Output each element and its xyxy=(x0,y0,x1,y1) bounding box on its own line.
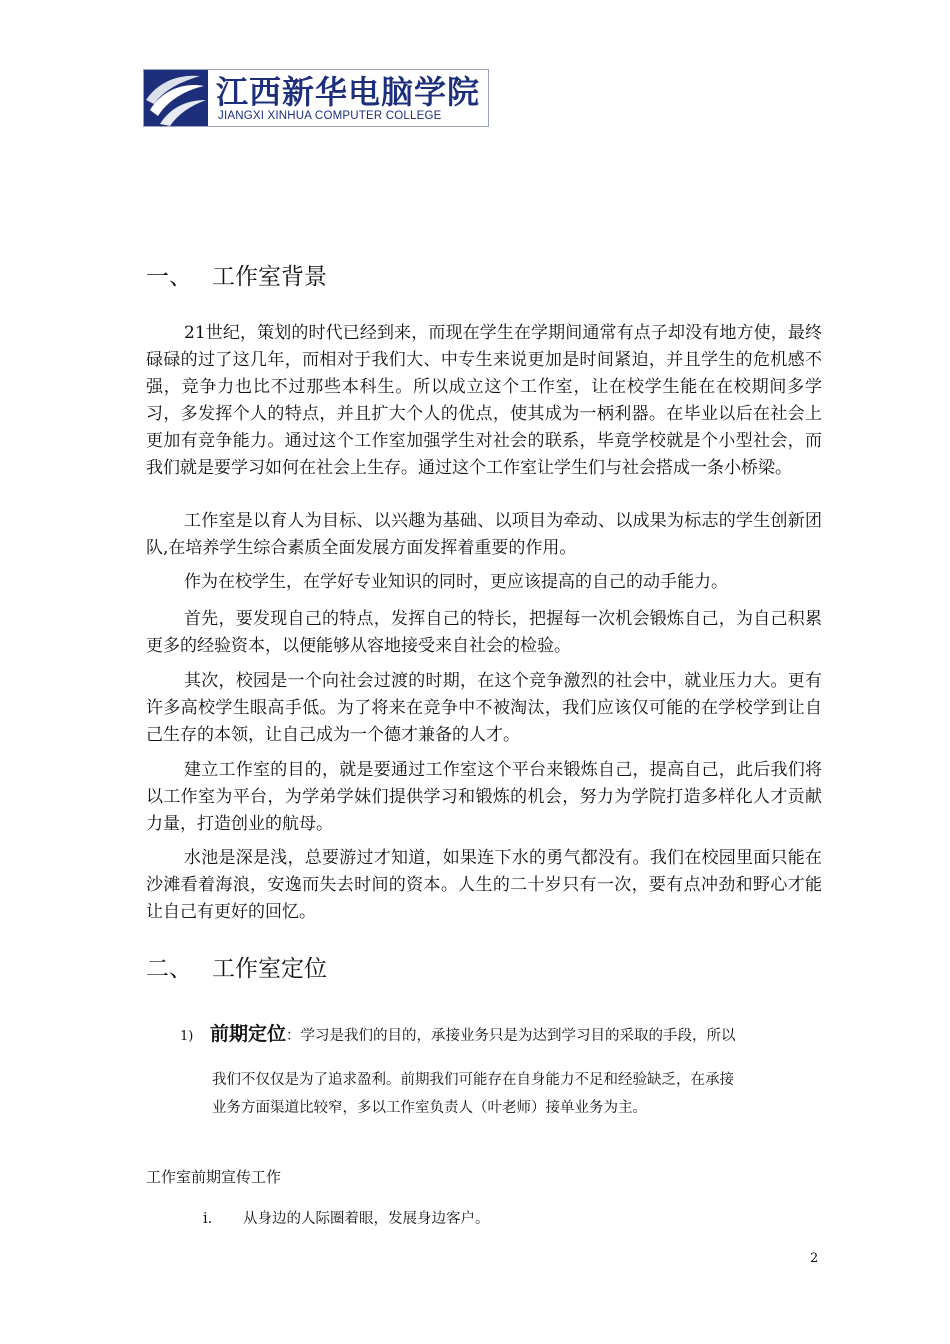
section-2-heading xyxy=(146,950,327,983)
logo-swoosh-icon xyxy=(144,70,208,127)
paragraph-background: 21世纪，策划的时代已经到来，而现在学生在学期间通常有点子却没有地方使，最终碌碌的过了这几年，而相对于我们大、中专生来说更加是时间紧迫，并且学生的危机感不强，竞争力也比不过那些本科生。所以成立这个工作室，让在校学生能在在校期间多学习，多发挥个人的特点，并且扩大个人的优点，使其成为一柄利器。在毕业以后在社会上更加有竞争能力。通过这个工作室加强学生对社会的联系，毕竟学校就是个小型社会，而我们就是要学习如何在社会上生存。通过这个工作室让学生们与社会搭成一条小桥梁。 xyxy=(146,323,822,478)
list-marker: 1) xyxy=(180,1029,194,1044)
list-item-early-positioning xyxy=(180,1024,830,1047)
section-1-heading xyxy=(146,258,327,291)
item-text: ：学习是我们的目的，承接业务只是为达到学习目的采取的手段，所以 xyxy=(286,1028,736,1044)
page-number: 2 xyxy=(810,1251,819,1266)
section-2-number: 二、 xyxy=(146,956,192,982)
sub-list-item xyxy=(203,1207,490,1228)
item-continuation-line-1: 我们不仅仅是为了追求盈利。前期我们可能存在自身能力不足和经验缺乏，在承接 xyxy=(212,1072,734,1088)
paragraph-purpose: 建立工作室的目的，就是要通过工作室这个平台来锻炼自己，提高自己，此后我们将以工作室为平台，为学弟学妹们提供学习和锻炼的机会，努力为学院打造多样化人才贡献力量，打造创业的航母。 xyxy=(146,760,822,834)
paragraph-secondly: 其次，校园是一个向社会过渡的时期，在这个竞争激烈的社会中，就业压力大。更有许多高校学生眼高手低。为了将来在竞争中不被淘汰，我们应该仅可能的在学校学到让自己生存的本领，让自己成为一个德才兼备的人才。 xyxy=(146,671,822,745)
sub-list-marker: i. xyxy=(203,1211,213,1227)
logo-chinese-name: 江西新华电脑学院 xyxy=(216,73,481,111)
section-1-number: 一、 xyxy=(146,264,192,290)
logo-english-name: JIANGXI XINHUA COMPUTER COLLEGE xyxy=(218,110,442,122)
paragraph-studio-goal: 工作室是以育人为目标、以兴趣为基础、以项目为牵动、以成果为标志的学生创新团队,在培养学生综合素质全面发展方面发挥着重要的作用。 xyxy=(146,511,822,558)
item-continuation-line-2: 业务方面渠道比较窄，多以工作室负责人（叶老师）接单业务为主。 xyxy=(212,1100,647,1116)
publicity-title: 工作室前期宣传工作 xyxy=(146,1168,282,1186)
paragraph-student-ability: 作为在校学生，在学好专业知识的同时，更应该提高的自己的动手能力。 xyxy=(184,572,728,592)
paragraph-pool-metaphor: 水池是深是浅，总要游过才知道，如果连下水的勇气都没有。我们在校园里面只能在沙滩看着海浪，安逸而失去时间的资本。人生的二十岁只有一次，要有点冲劲和野心才能让自己有更好的回忆。 xyxy=(146,848,822,922)
sub-item-text: 从身边的人际圈着眼，发展身边客户。 xyxy=(243,1211,490,1227)
section-2-title: 工作室定位 xyxy=(212,956,327,982)
paragraph-firstly: 首先，要发现自己的特点，发挥自己的特长，把握每一次机会锻炼自己，为自己积累更多的经验资本，以便能够从容地接受来自社会的检验。 xyxy=(146,609,822,656)
item-label: 前期定位 xyxy=(210,1023,287,1045)
college-logo xyxy=(143,69,489,127)
section-1-title: 工作室背景 xyxy=(212,264,327,290)
